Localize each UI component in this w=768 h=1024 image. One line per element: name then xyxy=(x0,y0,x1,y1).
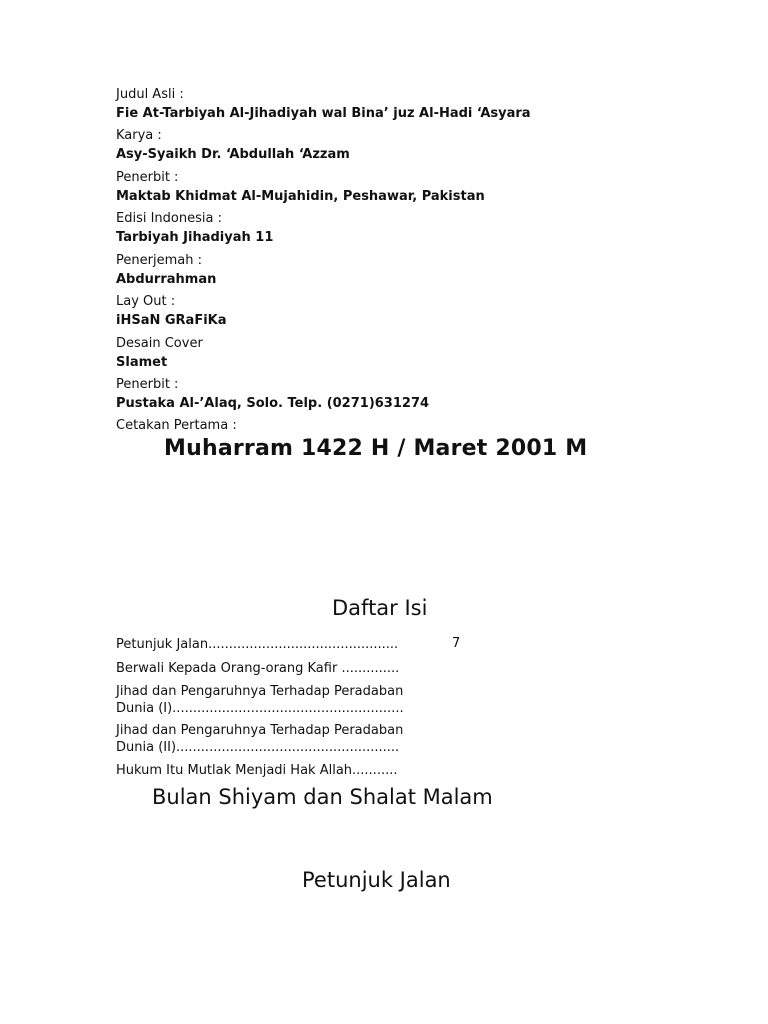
penerbit-label-1: Penerbit : xyxy=(116,170,179,185)
karya-value: Asy-Syaikh Dr. ‘Abdullah ‘Azzam xyxy=(116,147,350,162)
toc-item-text: Hukum Itu Mutlak Menjadi Hak Allah........... xyxy=(116,763,398,778)
edisi-value: Tarbiyah Jihadiyah 11 xyxy=(116,230,274,245)
toc-item-5[interactable] xyxy=(116,762,397,779)
penerjemah-value: Abdurrahman xyxy=(116,272,217,287)
layout-value: iHSaN GRaFiKa xyxy=(116,313,227,328)
toc-item-text-line1: Jihad dan Pengaruhnya Terhadap Peradaban xyxy=(116,684,404,699)
penerbit-label-2: Penerbit : xyxy=(116,377,179,392)
toc-item-2[interactable] xyxy=(116,660,399,677)
penerjemah-label: Penerjemah : xyxy=(116,253,202,268)
judul-value: Fie At-Tarbiyah Al-Jihadiyah wal Bina’ juz Al-Hadi ‘Asyara xyxy=(116,106,531,121)
layout-label: Lay Out : xyxy=(116,294,176,309)
toc-item-3[interactable] xyxy=(116,683,404,717)
toc-item-1[interactable] xyxy=(116,636,398,653)
cetakan-label: Cetakan Pertama : xyxy=(116,418,237,433)
judul-label: Judul Asli : xyxy=(116,87,184,102)
toc-item-1-page: 7 xyxy=(452,636,461,651)
cetakan-value: Muharram 1422 H / Maret 2001 M xyxy=(164,436,588,461)
toc-item-text-line2: Dunia (I)........................................................ xyxy=(116,701,404,716)
penerbit-value-1: Maktab Khidmat Al-Mujahidin, Peshawar, Pakistan xyxy=(116,189,485,204)
desain-label: Desain Cover xyxy=(116,336,203,351)
heading-petunjuk-jalan: Petunjuk Jalan xyxy=(302,868,451,892)
heading-bulan-shiyam: Bulan Shiyam dan Shalat Malam xyxy=(152,785,493,809)
toc-title: Daftar Isi xyxy=(332,596,428,620)
desain-value: Slamet xyxy=(116,355,168,370)
edisi-label: Edisi Indonesia : xyxy=(116,211,222,226)
toc-item-text-line2: Dunia (II)...................................................... xyxy=(116,740,400,755)
toc-item-text: Petunjuk Jalan.............................................. xyxy=(116,637,399,652)
toc-item-4[interactable] xyxy=(116,722,403,756)
toc-item-text: Berwali Kepada Orang-orang Kafir .............. xyxy=(116,661,400,676)
penerbit-value-2: Pustaka Al-’Alaq, Solo. Telp. (0271)631274 xyxy=(116,396,430,411)
karya-label: Karya : xyxy=(116,128,162,143)
toc-item-text-line1: Jihad dan Pengaruhnya Terhadap Peradaban xyxy=(116,723,404,738)
